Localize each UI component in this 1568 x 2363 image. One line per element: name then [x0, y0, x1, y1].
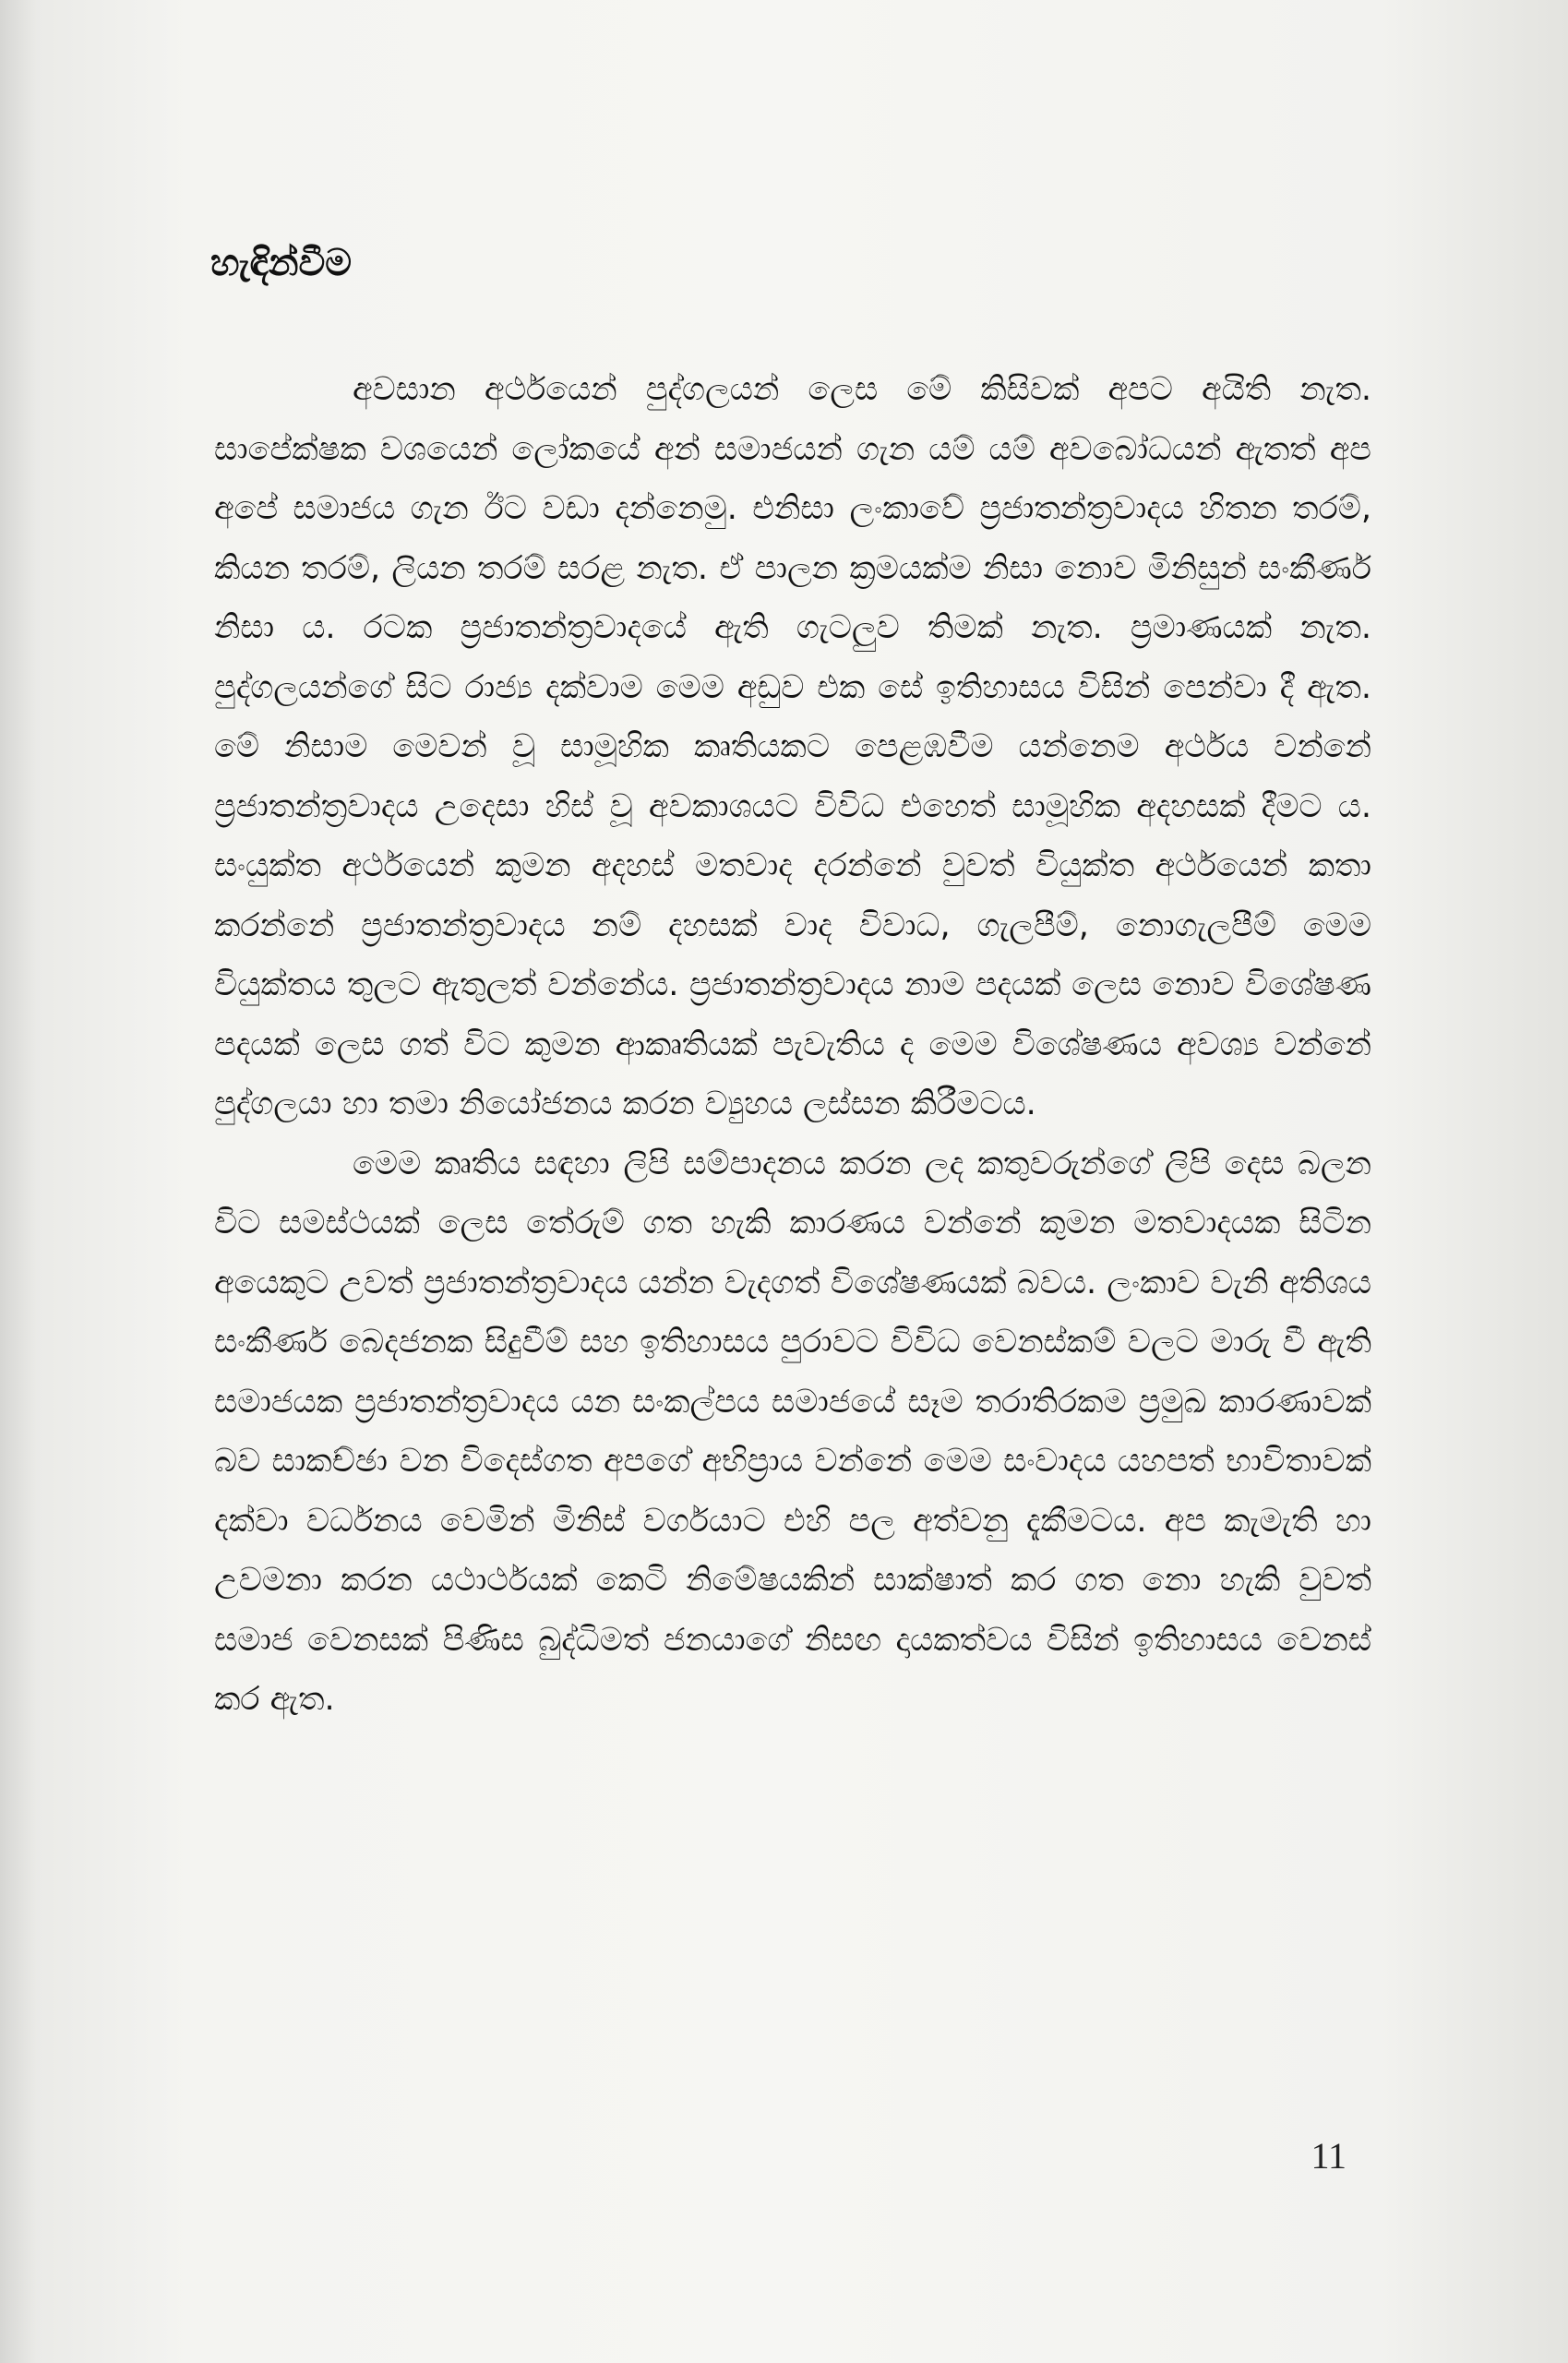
body-text — [214, 360, 1371, 1730]
section-heading: හැඳින්වීම — [210, 242, 353, 284]
page-number: 11 — [1311, 2135, 1347, 2177]
paragraph-1: අවසාන අර්ථයෙන් පුද්ගලයන් ලෙස මේ කිසිවක් අපට අයිති නැත. සාපේක්ෂක වශයෙන් ලෝකයේ අන් සමාජයන් ගැන යම් යම් අවබෝධයන් ඇතත් අප අපේ සමාජය ගැන ඊට වඩා දන්නෙමු. එනිසා ලංකාවේ ප්‍රජාතන්ත්‍රවාදය හිතන තරම්, කියන තරම්, ලියන තරම් සරළ නැත. ඒ පාලන ක්‍රමයක්ම නිසා නොව මිනිසුන් සංකීර්ණ නිසා ය. රටක ප්‍රජාතන්ත්‍රවාදයේ ඇති ගැටලුව තිමක් නැත. ප්‍රමාණයක් නැත. පුද්ගලයන්ගේ සිට රාජ්‍ය දක්වාම මෙම අඩුව එක සේ ඉතිහාසය විසින් පෙන්වා දී ඇත. මේ නිසාම මෙවන් වූ සාමූහික කෘතියකට පෙළඹවීම යන්නෙම අර්ථය වන්නේ ප්‍රජාතන්ත්‍රවාදය උදෙසා හිස් වූ අවකාශයට විවිධ එහෙත් සාමූහික අදහසක් දීමට ය. සංයුක්ත අර්ථයෙන් කුමන අදහස් මතවාද දරන්නේ වුවත් වියුක්ත අර්ථයෙන් කතා කරන්නේ ප්‍රජාතන්ත්‍රවාදය නම් දහසක් වාද විවාධ, ගැලපීම්, නොගැලපීම් මෙම වියුක්තය තුලට ඇතුලත් වන්නේය. ප්‍රජාතන්ත්‍රවාදය නාම පදයක් ලෙස නොව විශේෂණ පදයක් ලෙස ගත් විට කුමන ආකෘතියක් පැවැතිය ද මෙම විශේෂණය අවශ්‍ය වන්නේ පුද්ගලයා හා තමා නියෝජනය කරන ව්‍යුහය ලස්සන කිරීමටය. — [214, 371, 1371, 1122]
paragraph-2: මෙම කෘතිය සඳහා ලිපි සම්පාදනය කරන ලද කතුවරුන්ගේ ලිපි දෙස බලන විට සමස්ථයක් ලෙස තේරුම් ගත හැකි කාරණය වන්නේ කුමන මතවාදයක සිටින අයෙකුට උවත් ප්‍රජාතන්ත්‍රවාදය යන්න වැදගත් විශේෂණයක් බවය. ලංකාව වැනි අතිශය සංකීර්ණ බෙදජනක සිදුවීම් සහ ඉතිහාසය පුරාවට විවිධ වෙනස්කම් වලට මාරු වී ඇති සමාජයක ප්‍රජාතන්ත්‍රවාදය යන සංකල්පය සමාජයේ සෑම තරාතිරකම ප්‍රමුඛ කාරණාවක් බව සාකච්ඡා වන විදෙස්ගත අපගේ අභිප්‍රාය වන්නේ මෙම සංවාදය යහපත් භාවිතාවක් දක්වා වර්ධනය වෙමින් මිනිස් වර්ගයාට එහි පල අත්වනු දැකීමටය. අප කැමැති හා උවමනා කරන යථාර්ථයක් කෙටි නිමේෂයකින් සාක්ෂාත් කර ගත නො හැකි වුවත් සමාජ වෙනසක් පිණිස බුද්ධිමත් ජනයාගේ නිසඟ දායකත්වය විසින් ඉතිහාසය වෙනස් කර ඇත. — [214, 1145, 1371, 1718]
